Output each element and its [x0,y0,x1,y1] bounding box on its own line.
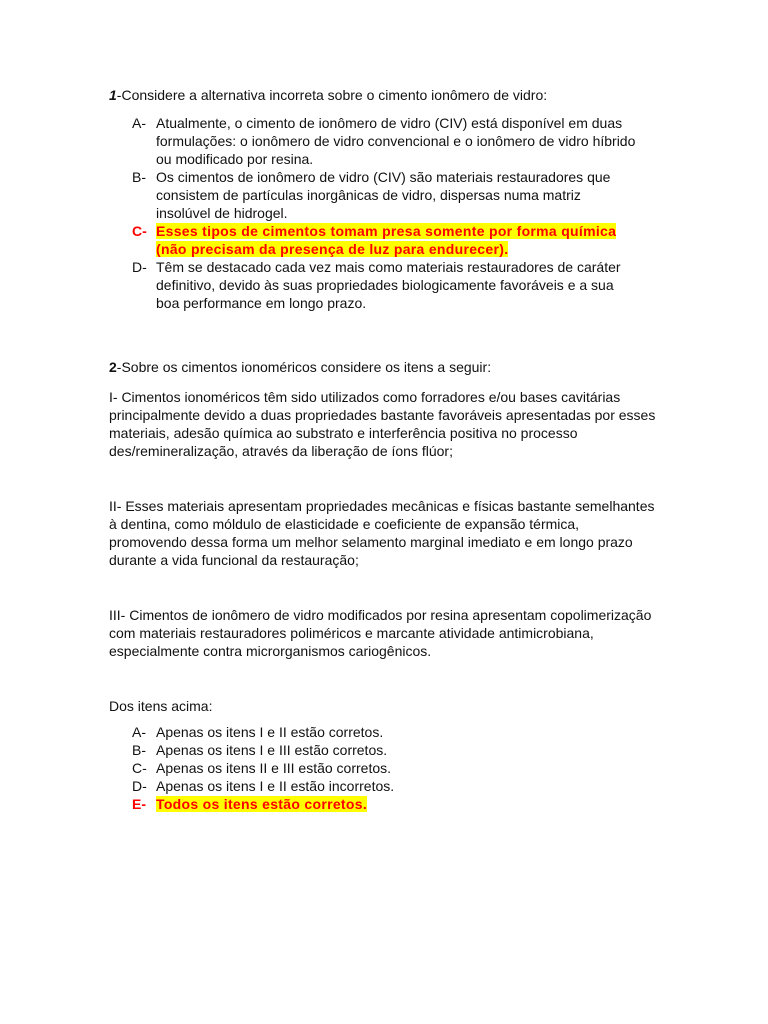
question-2-item-2: II- Esses materiais apresentam propriedades mecânicas e físicas bastante semelhantes à dentina, como móldulo de elasticidade e coeficiente de expansão térmica, promovendo dessa forma um melhor selamento marginal imediato e em longo prazo durante a vida funcional da restauração; [109,498,655,568]
question-2-item-3: III- Cimentos de ionômero de vidro modificados por resina apresentam copolimerização com materiais restauradores poliméricos e marcante atividade antimicrobiana, especialmente contra microrganismos cariogênicos. [109,607,652,659]
option-text: Apenas os itens I e II estão corretos. [156,724,384,740]
option-text: Os cimentos de ionômero de vidro (CIV) são materiais restauradores que consistem de partículas inorgânicas de vidro, dispersas numa matriz insolúvel de hidrogel. [156,169,611,221]
question-2-number: 2 [109,359,117,375]
option-letter: B- [132,169,146,185]
question-2-option-c [109,759,659,777]
question-2-title [109,358,659,376]
question-2-option-b [109,741,659,759]
question-1-option-c-highlighted [109,222,639,258]
option-text: Apenas os itens II e III estão corretos. [156,760,392,776]
option-letter: D- [132,259,147,275]
question-1-option-a [109,114,639,168]
question-1-option-b [109,168,639,222]
question-2-item-1: I- Cimentos ionoméricos têm sido utilizados como forradores e/ou bases cavitárias principalmente devido a duas propriedades bastante favoráveis apresentadas por esses materiais, adesão química ao substrato e interferência positiva no processo des/remineralização, através da liberação de íons flúor; [109,389,656,459]
question-1-option-d [109,258,639,312]
question-2-prompt: Dos itens acima: [109,698,213,714]
option-letter: D- [132,778,147,794]
question-1-number: 1 [109,87,117,103]
option-text: Esses tipos de cimentos tomam presa somente por forma química (não precisam da presença de luz para endurecer). [156,223,617,257]
option-letter: A- [132,115,146,131]
option-letter: C- [132,760,147,776]
question-1-title [109,86,659,104]
option-text: Têm se destacado cada vez mais como materiais restauradores de caráter definitivo, devido às suas propriedades biologicamente favoráveis e a sua boa performance em longo prazo. [156,259,621,311]
question-2-option-a [109,723,659,741]
option-letter: B- [132,742,146,758]
question-1-options [109,114,639,312]
option-text: Apenas os itens I e III estão corretos. [156,742,388,758]
option-letter: E- [132,796,146,812]
question-2-title-text: -Sobre os cimentos ionoméricos considere os itens a seguir: [116,359,492,375]
option-text: Atualmente, o cimento de ionômero de vidro (CIV) está disponível em duas formulações: o ionômero de vidro convencional e o ionômero de vidro híbrido ou modificado por resina. [156,115,636,167]
question-1-title-text: -Considere a alternativa incorreta sobre o cimento ionômero de vidro: [116,87,548,103]
question-2-option-d [109,777,659,795]
document-page [109,86,659,813]
question-2-option-e-highlighted [109,795,659,813]
option-text: Apenas os itens I e II estão incorretos. [156,778,395,794]
option-text: Todos os itens estão corretos. [156,796,368,812]
option-letter: C- [132,223,147,239]
question-2-options [109,723,659,813]
option-letter: A- [132,724,146,740]
